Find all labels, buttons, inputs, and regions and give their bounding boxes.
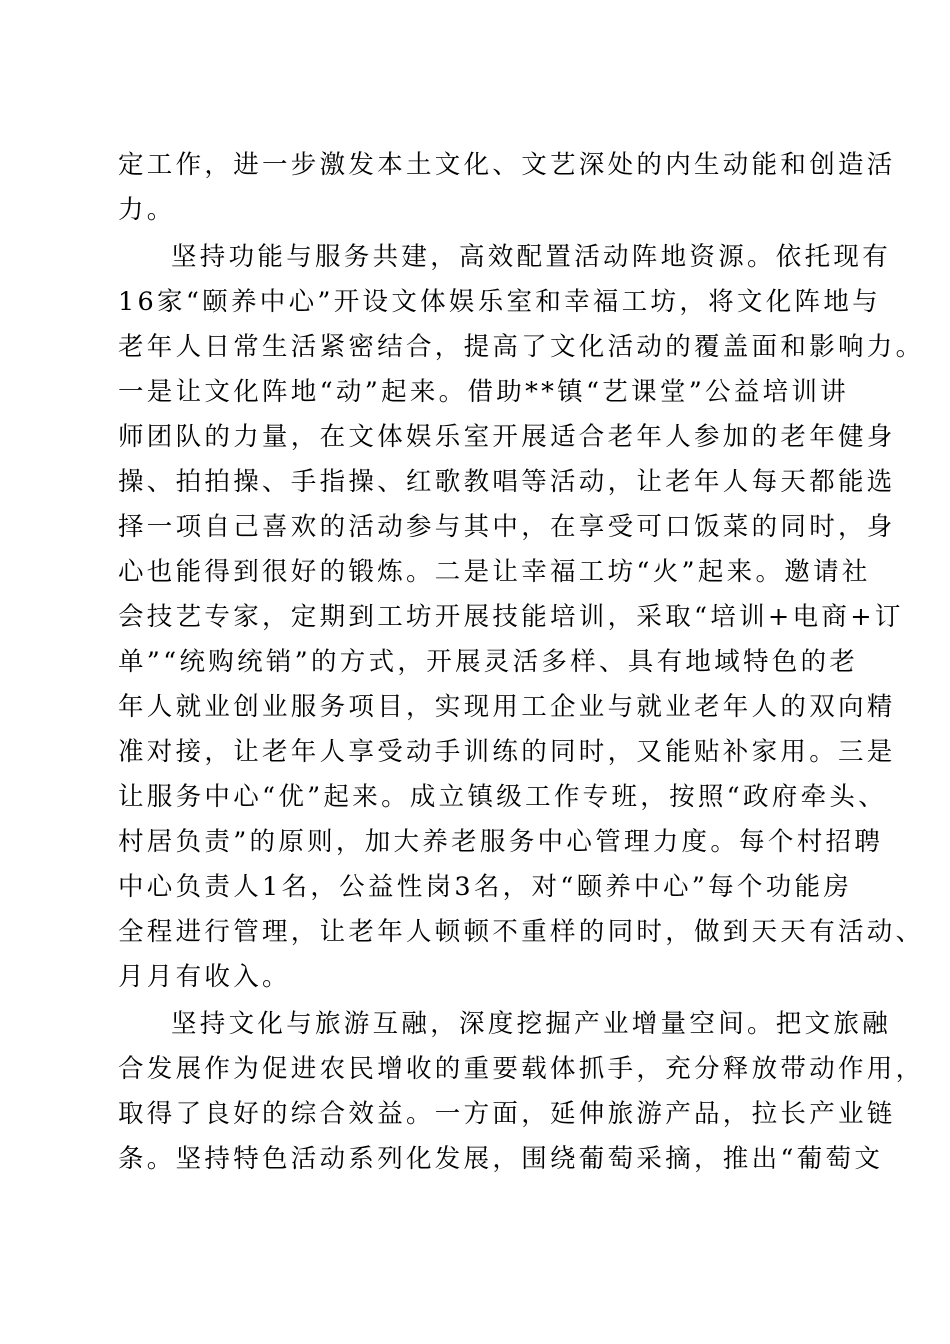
text-line: 中心负责人1名，公益性岗3名，对“颐养中心”每个功能房 (118, 872, 853, 902)
text-line: 年人就业创业服务项目，实现用工企业与就业老年人的双向精 (118, 692, 896, 722)
text-line: 力。 (118, 195, 176, 225)
text-line: 心也能得到很好的锻炼。二是让幸福工坊“火”起来。邀请社 (118, 557, 871, 587)
text-line: 老年人日常生活紧密结合，提高了文化活动的覆盖面和影响力。 (118, 332, 925, 362)
text-line: 会技艺专家，定期到工坊开展技能培训，采取“培训+电商+订 (118, 602, 904, 632)
text-line: 一是让文化阵地“动”起来。借助**镇“艺课堂”公益培训讲 (118, 377, 850, 407)
text-line: 让服务中心“优”起来。成立镇级工作专班，按照“政府牵头、 (118, 782, 888, 812)
text-line: 合发展作为促进农民增收的重要载体抓手，充分释放带动作用， (118, 1054, 925, 1084)
text-line: 择一项自己喜欢的活动参与其中，在享受可口饭菜的同时，身 (118, 512, 896, 542)
text-line: 月月有收入。 (118, 962, 291, 992)
text-line: 16家“颐养中心”开设文体娱乐室和幸福工坊，将文化阵地与 (118, 287, 881, 317)
text-line: 取得了良好的综合效益。一方面，延伸旅游产品，拉长产业链 (118, 1099, 896, 1129)
text-line: 操、拍拍操、手指操、红歌教唱等活动，让老年人每天都能选 (118, 467, 896, 497)
text-line: 定工作，进一步激发本土文化、文艺深处的内生动能和创造活 (118, 150, 896, 180)
text-line: 村居负责”的原则，加大养老服务中心管理力度。每个村招聘 (118, 827, 884, 857)
text-line: 单”“统购统销”的方式，开展灵活多样、具有地域特色的老 (118, 647, 859, 677)
paragraph-first-line: 坚持文化与旅游互融，深度挖掘产业增量空间。把文旅融 (171, 1009, 892, 1039)
text-line: 师团队的力量，在文体娱乐室开展适合老年人参加的老年健身 (118, 422, 896, 452)
text-line: 全程进行管理，让老年人顿顿不重样的同时，做到天天有活动、 (118, 917, 925, 947)
paragraph-first-line: 坚持功能与服务共建，高效配置活动阵地资源。依托现有 (171, 242, 892, 272)
text-line: 准对接，让老年人享受动手训练的同时，又能贴补家用。三是 (118, 737, 896, 767)
text-line: 条。坚持特色活动系列化发展，围绕葡萄采摘，推出“葡萄文 (118, 1144, 884, 1174)
